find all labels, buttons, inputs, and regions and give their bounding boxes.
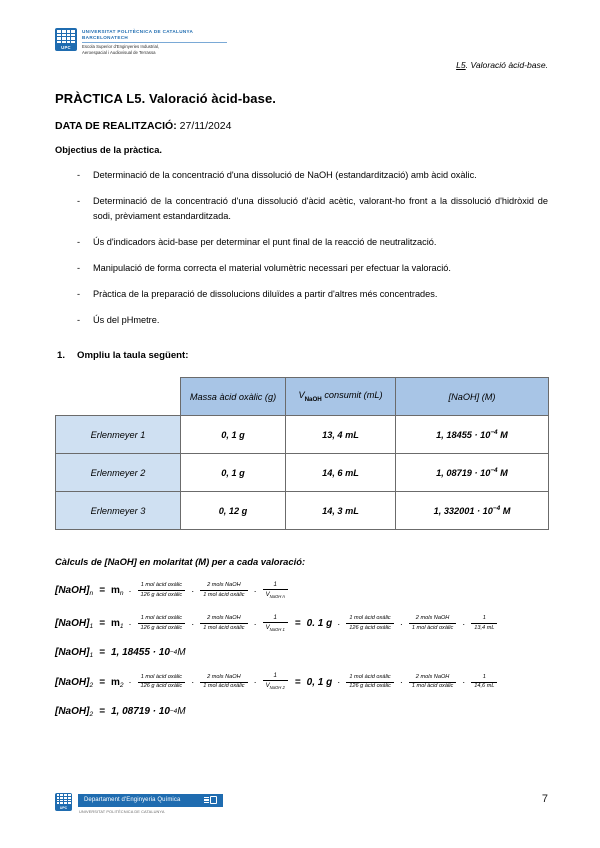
eq-2-dot-2: · — [191, 677, 195, 688]
list-item: - Determinació de la concentració d'una dissolució d'àcid acètic, valorant-ho front a la dissolució d'hidròxid de sodi, prèviament estandarditzada. — [55, 194, 548, 224]
eq-1-dot-3: · — [253, 618, 257, 629]
list-item: - Ús d'indicadors àcid-base per determinar el punt final de la reacció de neutralització. — [55, 235, 548, 250]
eq-1-frac-4-num: 1 mol àcid oxàlic — [349, 615, 391, 622]
eq-general-frac-1 — [138, 582, 186, 599]
eq-2-frac-4 — [346, 674, 394, 691]
eq-2-frac-5 — [409, 674, 456, 691]
result-2-lhs: [NaOH] — [55, 705, 90, 717]
table-header-row — [56, 378, 549, 416]
result-2-exponent: −4 — [169, 707, 178, 715]
footer-upc-mark-icon — [55, 793, 72, 811]
table-row — [56, 492, 549, 530]
cell-massa-3: 0, 12 g — [181, 492, 286, 530]
cell-conc-2 — [396, 454, 549, 492]
eq-general-mass-index: n — [119, 590, 124, 598]
cell-volum-1: 13, 4 mL — [286, 416, 396, 454]
eq-general-dot-3: · — [253, 585, 257, 596]
eq-1-frac-4-den: 126 g àcid oxàlic — [346, 623, 394, 632]
upc-wordmark: UPC — [55, 45, 77, 51]
eq-2-mass-index: 2 — [119, 681, 124, 689]
eq-general-frac-3-sub: NaOH n — [269, 593, 285, 599]
row-label-erlenmeyer-1: Erlenmeyer 1 — [56, 416, 181, 454]
cell-massa-1: 0, 1 g — [181, 416, 286, 454]
table-row — [56, 454, 549, 492]
cell-conc-1 — [396, 416, 549, 454]
eq-2-frac-3-v: V — [265, 681, 270, 689]
table-row — [56, 416, 549, 454]
eq-general-frac-3 — [263, 581, 288, 600]
eq-1-frac-3-num: 1 — [273, 614, 277, 622]
equation-1 — [55, 614, 548, 633]
upc-logo-line1b: BARCELONATECH — [82, 34, 129, 40]
eq-2-dot-6: · — [462, 677, 466, 688]
eq-general-frac-2-den: 1 mol àcid oxàlic — [200, 590, 247, 599]
eq-2-index: 2 — [89, 681, 94, 689]
cell-volum-2: 14, 6 mL — [286, 454, 396, 492]
header-running-title — [456, 60, 548, 70]
page-number: 7 — [541, 792, 548, 805]
header-running-title-text: . Valoració àcid-base. — [465, 60, 548, 70]
eq-1-frac-1 — [138, 615, 186, 632]
eq-general-equals: = — [99, 585, 105, 597]
eq-1-frac-3 — [263, 614, 288, 633]
eq-general-mass: m — [110, 585, 120, 597]
eq-1-frac-5 — [409, 615, 456, 632]
eq-2-frac-1-den: 126 g àcid oxàlic — [138, 682, 186, 691]
page-footer — [0, 793, 600, 815]
eq-2-dot-5: · — [399, 677, 403, 688]
eq-general-frac-3-num: 1 — [273, 581, 277, 588]
column-header-volum-v: V — [298, 390, 305, 401]
eq-1-mass: m — [110, 618, 120, 630]
upc-mark-icon — [55, 28, 77, 51]
eq-1-equals-2: = — [294, 618, 301, 630]
header-running-title-prefix: L5 — [456, 60, 466, 70]
eq-1-frac-3-v: V — [265, 623, 270, 631]
eq-2-equals-2: = — [294, 676, 301, 688]
column-header-volum — [286, 378, 396, 416]
footer-dept-bar — [78, 794, 223, 807]
table-corner-cell — [56, 378, 181, 416]
eq-1-index: 1 — [89, 623, 94, 631]
eq-2-frac-2-num: 2 mols NaOH — [207, 673, 241, 680]
upc-logo-line1: UNIVERSITAT POLITÈCNICA DE CATALUNYA — [82, 29, 194, 34]
result-2-unit: M — [177, 705, 186, 717]
footer-dept-label: Departament d'Enginyeria Química — [84, 796, 181, 803]
eq-1-frac-3-sub: NaOH 1 — [269, 626, 285, 632]
cell-conc-1-mantissa: 1, 18455 · 10 — [436, 430, 491, 441]
result-1-lhs: [NaOH] — [55, 647, 90, 659]
page-content — [0, 91, 600, 717]
objectives-heading: Objectius de la pràctica. — [55, 145, 162, 155]
eq-1-frac-4 — [346, 615, 394, 632]
page-title: PRÀCTICA L5. Valoració àcid-base. — [55, 91, 276, 106]
eq-2-frac-2-den: 1 mol àcid oxàlic — [200, 682, 247, 691]
column-header-volum-rest: consumit (mL) — [321, 390, 383, 401]
eq-1-frac-5-num: 2 mols NaOH — [415, 615, 450, 622]
date-label: DATA DE REALITZACIÓ: — [55, 120, 177, 132]
eq-general-frac-2-num: 2 mols NaOH — [207, 582, 241, 589]
cell-conc-3-mantissa: 1, 332001 · 10 — [433, 506, 493, 517]
column-header-massa: Massa àcid oxàlic (g) — [181, 378, 286, 416]
upc-logo-text — [82, 28, 227, 55]
row-label-erlenmeyer-2: Erlenmeyer 2 — [56, 454, 181, 492]
eq-2-frac-1-num: 1 mol àcid oxàlic — [140, 673, 183, 680]
cell-conc-1-unit: M — [497, 430, 508, 441]
result-2-mantissa: 1, 08719 · 10 — [110, 705, 170, 717]
cell-conc-2-exp: −4 — [490, 466, 498, 474]
cell-conc-3-exp: −4 — [492, 504, 501, 512]
eq-2-frac-3-sub: NaOH 2 — [269, 685, 285, 691]
eq-1-frac-6-den: 13,4 mL — [471, 623, 497, 632]
result-1-exponent: −4 — [169, 649, 178, 657]
eq-1-frac-2-num: 2 mols NaOH — [207, 615, 241, 622]
equation-result-2 — [55, 706, 548, 717]
eq-1-equals: = — [99, 618, 105, 630]
eq-general-dot-1: · — [128, 585, 132, 596]
eq-logo-ring-icon — [210, 796, 217, 805]
footer-upc-wordmark: UPC — [55, 806, 72, 811]
eq-2-mass: m — [110, 676, 120, 688]
eq-1-lhs: [NaOH] — [55, 618, 90, 630]
page-header — [0, 0, 600, 72]
eq-2-frac-6-den: 14,6 mL — [471, 682, 497, 691]
result-1-index: 1 — [89, 652, 94, 660]
eq-1-frac-5-den: 1 mol àcid oxàlic — [409, 623, 456, 632]
list-item: - Manipulació de forma correcta el material volumètric necessari per efectuar la valoració. — [55, 261, 548, 276]
eq-2-frac-1 — [138, 674, 186, 691]
eq-2-frac-6 — [471, 674, 497, 691]
eq-2-frac-3-num: 1 — [273, 672, 277, 680]
eq-2-mass-value: 0, 1 g — [306, 676, 333, 688]
footer-logo — [55, 793, 223, 815]
upc-logo-line2: Escola Superior d'Enginyeries Industrial, — [82, 44, 160, 50]
eq-1-frac-1-den: 126 g àcid oxàlic — [138, 623, 186, 632]
eq-2-frac-6-num: 1 — [482, 673, 486, 680]
result-2-equals: = — [99, 705, 105, 717]
eq-1-dot-1: · — [128, 618, 132, 629]
eq-1-frac-6-num: 1 — [482, 615, 486, 622]
question-1-text: Ompliu la taula següent: — [77, 350, 189, 361]
eq-general-index: n — [89, 590, 94, 598]
footer-upc-grid-icon — [55, 793, 72, 806]
list-item: - Ús del pHmetre. — [55, 313, 548, 328]
eq-2-frac-4-num: 1 mol àcid oxàlic — [349, 673, 391, 680]
eq-2-frac-5-num: 2 mols NaOH — [415, 673, 450, 680]
cell-conc-3-unit: M — [500, 506, 511, 517]
date-row — [55, 120, 548, 132]
footer-university-label: UNIVERSITAT POLITÈCNICA DE CATALUNYA — [79, 809, 165, 814]
calculations-heading: Càlculs de [NaOH] en molaritat (M) per a cada valoració: — [55, 556, 306, 567]
eq-1-mass-index: 1 — [119, 623, 124, 631]
eq-2-dot-1: · — [128, 677, 132, 688]
upc-logo — [55, 28, 548, 55]
result-1-mantissa: 1, 18455 · 10 — [110, 647, 170, 659]
result-1-equals: = — [99, 647, 105, 659]
equation-result-1 — [55, 647, 548, 658]
eq-2-dot-4: · — [337, 677, 341, 688]
logo-divider — [82, 42, 227, 43]
cell-massa-2: 0, 1 g — [181, 454, 286, 492]
eq-general-lhs: [NaOH] — [55, 585, 90, 597]
column-header-conc: [NaOH] (M) — [396, 378, 549, 416]
eq-1-dot-6: · — [462, 618, 466, 629]
equation-general — [55, 581, 548, 600]
eq-general-frac-1-num: 1 mol àcid oxàlic — [140, 582, 183, 589]
eq-2-frac-2 — [200, 674, 247, 691]
eq-general-frac-1-den: 126 g àcid oxàlic — [138, 590, 186, 599]
eq-1-frac-3-den — [263, 622, 288, 633]
eq-1-dot-5: · — [399, 618, 403, 629]
eq-1-frac-2-den: 1 mol àcid oxàlic — [200, 623, 247, 632]
result-1-unit: M — [177, 647, 186, 659]
eq-2-equals: = — [99, 676, 105, 688]
cell-volum-3: 14, 3 mL — [286, 492, 396, 530]
eq-1-frac-1-num: 1 mol àcid oxàlic — [140, 615, 183, 622]
date-value: 27/11/2024 — [179, 120, 232, 132]
eq-2-frac-5-den: 1 mol àcid oxàlic — [409, 682, 456, 691]
upc-logo-line3: Aeroespacial i Audiovisual de Terrassa — [82, 49, 156, 55]
eq-1-dot-2: · — [191, 618, 195, 629]
upc-grid-icon — [55, 28, 77, 45]
list-item: - Pràctica de la preparació de dissolucions diluïdes a partir d'altres més concentrades. — [55, 287, 548, 302]
list-item: - Determinació de la concentració d'una dissolució de NaOH (estandardització) amb àcid oxàlic. — [55, 168, 548, 183]
cell-conc-2-unit: M — [497, 468, 508, 479]
footer-dept-block — [78, 793, 223, 815]
cell-conc-3 — [396, 492, 549, 530]
result-2-index: 2 — [89, 710, 94, 718]
eq-1-frac-6 — [471, 615, 497, 632]
eq-1-frac-2 — [200, 615, 247, 632]
eq-2-frac-4-den: 126 g àcid oxàlic — [346, 682, 394, 691]
eq-2-lhs: [NaOH] — [55, 676, 90, 688]
eq-2-frac-3-den — [263, 680, 288, 691]
row-label-erlenmeyer-3: Erlenmeyer 3 — [56, 492, 181, 530]
cell-conc-2-mantissa: 1, 08719 · 10 — [436, 468, 491, 479]
eq-2-frac-3 — [263, 672, 288, 691]
objectives-list — [55, 168, 548, 328]
equation-2 — [55, 672, 548, 691]
question-1-number: 1. — [57, 350, 66, 361]
eq-general-frac-2 — [200, 582, 247, 599]
eq-2-dot-3: · — [253, 677, 257, 688]
results-table — [55, 377, 549, 530]
eq-general-dot-2: · — [191, 585, 195, 596]
eq-1-mass-value: 0. 1 g — [306, 618, 333, 630]
cell-conc-1-exp: −4 — [490, 428, 498, 436]
eq-general-frac-3-v: V — [265, 590, 270, 598]
eq-1-dot-4: · — [337, 618, 341, 629]
eq-logo-bars-icon — [204, 797, 209, 804]
eq-general-frac-3-den — [263, 589, 288, 600]
column-header-volum-sub: NaOH — [304, 395, 322, 403]
question-1 — [55, 350, 548, 361]
eq-logo-icon — [204, 796, 217, 805]
